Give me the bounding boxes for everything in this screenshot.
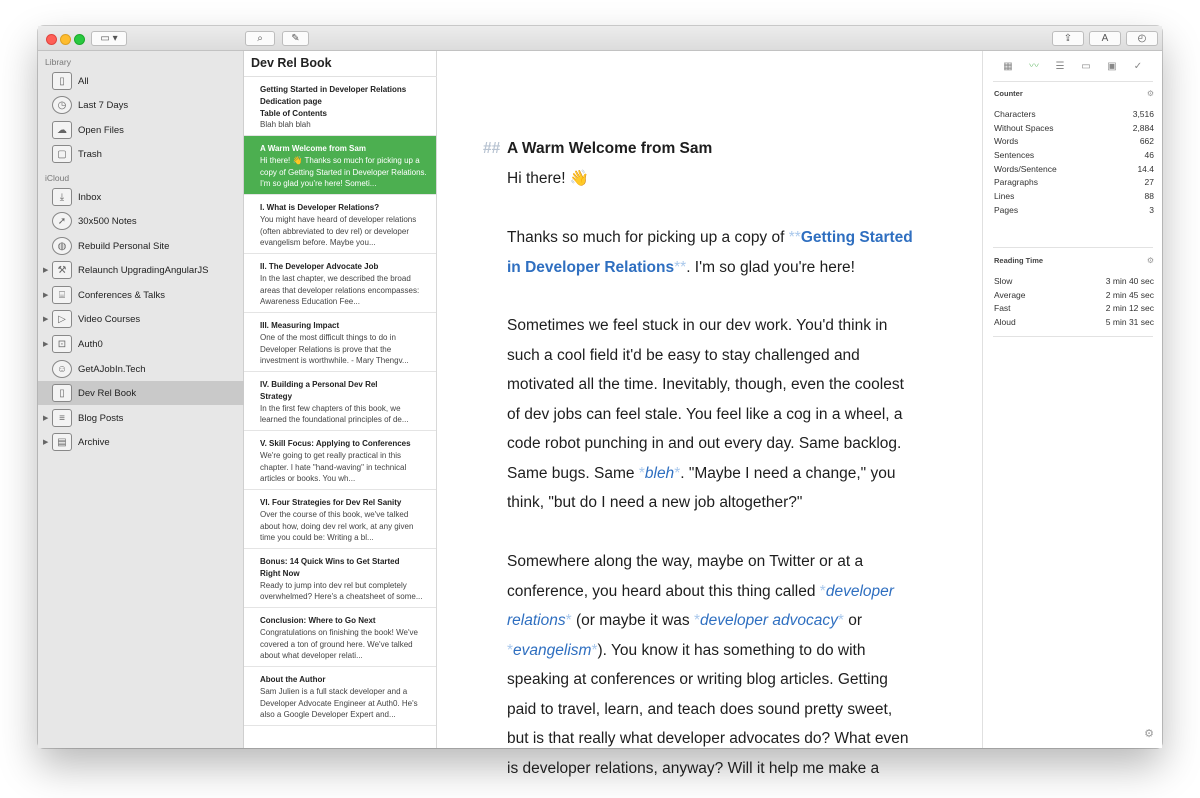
stats-icon: ◴ (1137, 33, 1147, 44)
paragraph-text: Thanks so much for picking up a copy of (507, 229, 789, 246)
italic-text: bleh (644, 464, 675, 482)
sheet-item[interactable] (244, 372, 436, 431)
editor-paragraph (507, 547, 917, 783)
sidebar-item-label: Inbox (78, 191, 102, 203)
sheet-preview: In the first few chapters of this book, we learned the foundational principles of de... (260, 403, 409, 425)
sheet-title: A Warm Welcome from Sam (260, 144, 366, 153)
sidebar-item-label: All (78, 75, 89, 87)
close-window-button[interactable] (46, 34, 57, 45)
stat-label: Words/Sentence (994, 163, 1057, 174)
sidebar-item-label: Blog Posts (78, 412, 124, 424)
stat-row (994, 149, 1154, 163)
stat-value: 662 (1139, 136, 1154, 147)
sidebar-item-dev-rel-book[interactable] (38, 381, 244, 405)
sheet-item[interactable] (244, 77, 436, 136)
reading-time-section (994, 256, 1154, 330)
lock-icon: ⊡ (52, 335, 72, 353)
app-window (38, 26, 1162, 777)
sidebar-item-label: Trash (78, 148, 102, 160)
sheet-item[interactable] (244, 608, 436, 667)
paragraph-text: Somewhere along the way, maybe on Twitter or at a conference, you heard about this thing called (507, 553, 864, 600)
sheet-preview: Sam Julien is a full stack developer and a Developer Advocate Engineer at Auth0. He's also a Google Developer Expert and... (260, 686, 418, 720)
disclosure-triangle-icon[interactable]: ▶ (43, 316, 49, 323)
bold-marker: ** (788, 229, 801, 246)
book-icon: ▯ (52, 384, 72, 402)
stat-row (994, 163, 1154, 177)
stat-label: Characters (994, 109, 1036, 119)
italic-marker: * (507, 641, 514, 659)
titlebar (38, 26, 1162, 51)
sheet-list-title: Dev Rel Book (251, 56, 332, 70)
sidebar-item-label: Video Courses (78, 313, 141, 325)
sheet-preview: Ready to jump into dev rel but completely overwhelmed? Here's a cheatsheet of some... (260, 580, 423, 602)
stat-value: 46 (1144, 150, 1154, 161)
gear-icon[interactable]: ⚙ (1146, 256, 1154, 265)
stat-label: Pages (994, 204, 1019, 215)
stat-value: 88 (1144, 191, 1154, 202)
sidebar-toggle-icon: ▭ ▾ (100, 33, 118, 44)
stat-value: 3 (1149, 204, 1154, 215)
sheet-title: Bonus: 14 Quick Wins to Get Started Right Now (260, 557, 400, 578)
comment-icon[interactable]: ▭ (1081, 60, 1091, 72)
grid-icon[interactable]: ▦ (1003, 60, 1013, 72)
paragraph-text: . "Maybe I need a change," you think, "but do I need a new job altogether?" (507, 464, 896, 511)
sheet-item[interactable] (244, 667, 436, 726)
zoom-window-button[interactable] (74, 34, 85, 45)
globe-icon: ◍ (52, 237, 72, 255)
sidebar-item-label: Dev Rel Book (78, 387, 137, 399)
sidebar-item-getajobin-tech[interactable] (38, 357, 244, 381)
sidebar-item-label: Auth0 (78, 338, 103, 350)
counter-section (994, 89, 1154, 218)
sheet-preview: In the last chapter, we described the broad areas that developer relations encompasses: Awareness Education Fee... (260, 273, 420, 307)
sheet-title: IV. Building a Personal Dev Rel Strategy (260, 380, 378, 401)
check-icon[interactable]: ✓ (1133, 60, 1143, 72)
share-icon: ⇪ (1063, 33, 1073, 44)
paragraph-text: ). You know it has something to do with speaking at conferences or writing blog articles. Getting paid to travel, learn, and teach does sound pretty sweet, but is that really what developer advocates do? What even is developer relations, anyway? Will it help me make a (507, 641, 909, 777)
sheet-item-selected[interactable] (244, 136, 436, 195)
sheet-preview: Hi there! 👋 Thanks so much for picking up a copy of Getting Started in Developer Relations. I'm so glad you're here! Someti... (260, 155, 427, 189)
stat-label: Paragraphs (994, 177, 1038, 188)
divider (993, 81, 1153, 82)
divider (993, 336, 1153, 337)
sheet-item[interactable] (244, 254, 436, 313)
stats-button[interactable] (1126, 31, 1158, 46)
list-icon[interactable]: ☰ (1055, 60, 1065, 72)
italic-marker: * (674, 464, 681, 482)
sheet-title: II. The Developer Advocate Job (260, 262, 379, 271)
stat-label: Aloud (994, 317, 1016, 328)
stat-label: Fast (994, 303, 1011, 314)
chart-icon[interactable]: 〰 (1029, 60, 1039, 72)
stat-value: 3,516 (1132, 109, 1154, 119)
sidebar-item-relaunch-upgradingangularjs[interactable] (38, 258, 244, 282)
paragraph-text: . I'm so glad you're here! (686, 258, 855, 276)
typography-icon: A (1101, 33, 1109, 44)
sheet-title: I. What is Developer Relations? (260, 203, 380, 212)
archive-icon: ▤ (52, 433, 72, 451)
stat-value: 5 min 31 sec (1105, 317, 1154, 328)
sheet-title: Getting Started in Developer Relations Dedication page Table of Contents (260, 85, 407, 118)
sidebar-item-inbox[interactable] (38, 185, 244, 209)
italic-text: evangelism (513, 641, 592, 659)
stat-row (994, 302, 1154, 316)
library-section-label: Library (45, 57, 71, 67)
trash-icon: ▢ (52, 145, 72, 163)
sheet-item[interactable] (244, 195, 436, 254)
sheet-title: Conclusion: Where to Go Next (260, 616, 376, 625)
sidebar-item-label: Relaunch UpgradingAngularJS (78, 264, 209, 276)
editor-paragraph (507, 311, 917, 518)
disclosure-triangle-icon[interactable]: ▶ (43, 267, 49, 274)
sheet-preview: We're going to get really practical in this chapter. I hate "hand-waving" in technical articles or books. You wh... (260, 450, 407, 484)
sidebar-item-trash[interactable] (38, 142, 244, 166)
sidebar-item-last-7-days[interactable] (38, 93, 244, 117)
stat-row (994, 275, 1154, 289)
statistics-panel (982, 51, 1162, 748)
sidebar-item-blog-posts[interactable] (38, 406, 244, 430)
counter-title (994, 89, 1154, 101)
stat-value: 27 (1144, 177, 1154, 188)
disclosure-triangle-icon[interactable]: ▶ (43, 292, 49, 299)
settings-gear-icon[interactable]: ⚙ (1144, 728, 1154, 740)
person-icon: ☺ (52, 360, 72, 378)
sidebar-item-conferences-talks[interactable] (38, 283, 244, 307)
italic-marker: * (591, 641, 598, 659)
book-icon: ▯ (52, 72, 72, 90)
stat-label: Lines (994, 191, 1015, 202)
counter-title-text: Counter (994, 89, 1023, 98)
sheet-preview: One of the most difficult things to do in Developer Relations is prove that the investment is worthwhile. - Mary Thengv... (260, 332, 409, 366)
paragraph-text: Sometimes we feel stuck in our dev work. You'd think in such a cool field it'd be easy to stay challenged and motivated all the time. Inevitably, though, even the coolest of dev jobs can feel stale. You feel like a cog in a wheel, a code robot punching in and out every day. Same backlog. Same bugs. Same (507, 317, 904, 482)
stat-value: 2 min 12 sec (1105, 303, 1154, 314)
stat-row (994, 289, 1154, 303)
sheet-title: VI. Four Strategies for Dev Rel Sanity (260, 498, 402, 507)
stat-value: 2 min 45 sec (1105, 289, 1154, 300)
sidebar-item-rebuild-personal-site[interactable] (38, 234, 244, 258)
stat-row (994, 316, 1154, 330)
disclosure-triangle-icon[interactable]: ▶ (43, 415, 49, 422)
sheet-item[interactable] (244, 490, 436, 549)
sheet-title: V. Skill Focus: Applying to Conferences (260, 439, 411, 448)
paragraph-text: (or maybe it was (571, 612, 694, 629)
presentation-icon: ⌸ (52, 286, 72, 304)
reading-time-title (994, 256, 1154, 268)
italic-marker: * (693, 612, 700, 629)
bold-marker: ** (674, 258, 687, 276)
sheet-item[interactable] (244, 431, 436, 490)
heading-text: A Warm Welcome from Sam (507, 140, 713, 157)
document-icon: ≡ (52, 409, 72, 427)
sidebar-item-label: GetAJobIn.Tech (78, 363, 146, 375)
sheet-title: About the Author (260, 675, 326, 684)
divider (993, 247, 1153, 248)
sheet-title: III. Measuring Impact (260, 321, 340, 330)
sidebar-item-label: Last 7 Days (78, 99, 129, 111)
statistics-tabs (983, 51, 1163, 81)
editor-paragraph (507, 223, 917, 282)
italic-marker: * (638, 464, 645, 482)
sidebar-item-label: Rebuild Personal Site (78, 240, 170, 252)
italic-text: developer relations (507, 582, 894, 629)
video-icon: ▷ (52, 310, 72, 328)
stat-row (994, 190, 1154, 204)
sheet-list (244, 51, 437, 748)
sheet-preview: Over the course of this book, we've talked about how, doing dev rel work, at any given time you could be: Writing a bl... (260, 509, 414, 543)
sidebar-item-30x500-notes[interactable] (38, 209, 244, 233)
sidebar-toggle-button[interactable] (91, 31, 127, 46)
stat-row (994, 108, 1154, 122)
sidebar-item-auth0[interactable] (38, 332, 244, 356)
sidebar-item-open-files[interactable] (38, 118, 244, 142)
share-button[interactable] (1052, 31, 1084, 46)
sidebar-item-label: Conferences & Talks (78, 289, 165, 301)
editor-greeting: Hi there! 👋 (507, 170, 590, 187)
sidebar-item-label: Archive (78, 436, 110, 448)
search-icon: ⌕ (257, 33, 263, 44)
sidebar-item-video-courses[interactable] (38, 307, 244, 331)
stat-label: Average (994, 289, 1026, 300)
sidebar-item-label: Open Files (78, 124, 124, 136)
clock-icon: ◷ (52, 96, 72, 114)
sheet-item[interactable] (244, 549, 436, 608)
disclosure-triangle-icon[interactable]: ▶ (43, 439, 49, 446)
stat-value: 2,884 (1132, 122, 1154, 133)
italic-text: developer advocacy (700, 612, 838, 629)
minimize-window-button[interactable] (60, 34, 71, 45)
heading-marker: ## (483, 140, 501, 157)
sidebar-item-all[interactable] (38, 69, 244, 93)
stat-label: Slow (994, 276, 1013, 286)
stat-label: Sentences (994, 150, 1035, 161)
stat-row (994, 122, 1154, 136)
wrench-icon: ⚒ (52, 261, 72, 279)
rocket-icon: ➚ (52, 212, 72, 230)
stat-value: 3 min 40 sec (1105, 276, 1154, 286)
sheet-item[interactable] (244, 313, 436, 372)
stat-value: 14.4 (1137, 163, 1154, 174)
paragraph-text: or (843, 612, 863, 629)
stat-label: Without Spaces (994, 122, 1054, 133)
compose-button[interactable] (282, 31, 309, 46)
typography-button[interactable] (1089, 31, 1121, 46)
italic-marker: * (837, 612, 844, 629)
compose-icon: ✎ (291, 33, 300, 44)
italic-marker: * (565, 612, 572, 629)
stat-row (994, 204, 1154, 218)
stat-row (994, 176, 1154, 190)
disclosure-triangle-icon[interactable]: ▶ (43, 341, 49, 348)
inbox-icon: ⤓ (52, 188, 72, 206)
sidebar-item-archive[interactable] (38, 430, 244, 454)
italic-marker: * (819, 582, 826, 600)
stat-label: Words (994, 136, 1019, 147)
folder-icon: ☁ (52, 121, 72, 139)
sheet-preview: Congratulations on finishing the book! We've covered a ton of ground here. We've talked about what developer relati... (260, 627, 418, 661)
search-button[interactable] (245, 31, 275, 46)
sidebar-item-label: 30x500 Notes (78, 215, 137, 227)
stat-row (994, 135, 1154, 149)
image-icon[interactable]: ▣ (1107, 60, 1117, 72)
editor[interactable] (437, 51, 982, 777)
reading-time-title-text: Reading Time (994, 256, 1044, 265)
icloud-section-label: iCloud (45, 173, 70, 183)
library-sidebar (38, 51, 244, 748)
gear-icon[interactable]: ⚙ (1146, 89, 1154, 98)
editor-heading (483, 140, 917, 158)
sheet-preview: You might have heard of developer relations (often abbreviated to dev rel) or developer evangelism before. Maybe you... (260, 214, 417, 248)
sheet-preview: Blah blah blah (260, 120, 311, 130)
book-title-text: Getting Started in Developer Relations (507, 229, 913, 276)
